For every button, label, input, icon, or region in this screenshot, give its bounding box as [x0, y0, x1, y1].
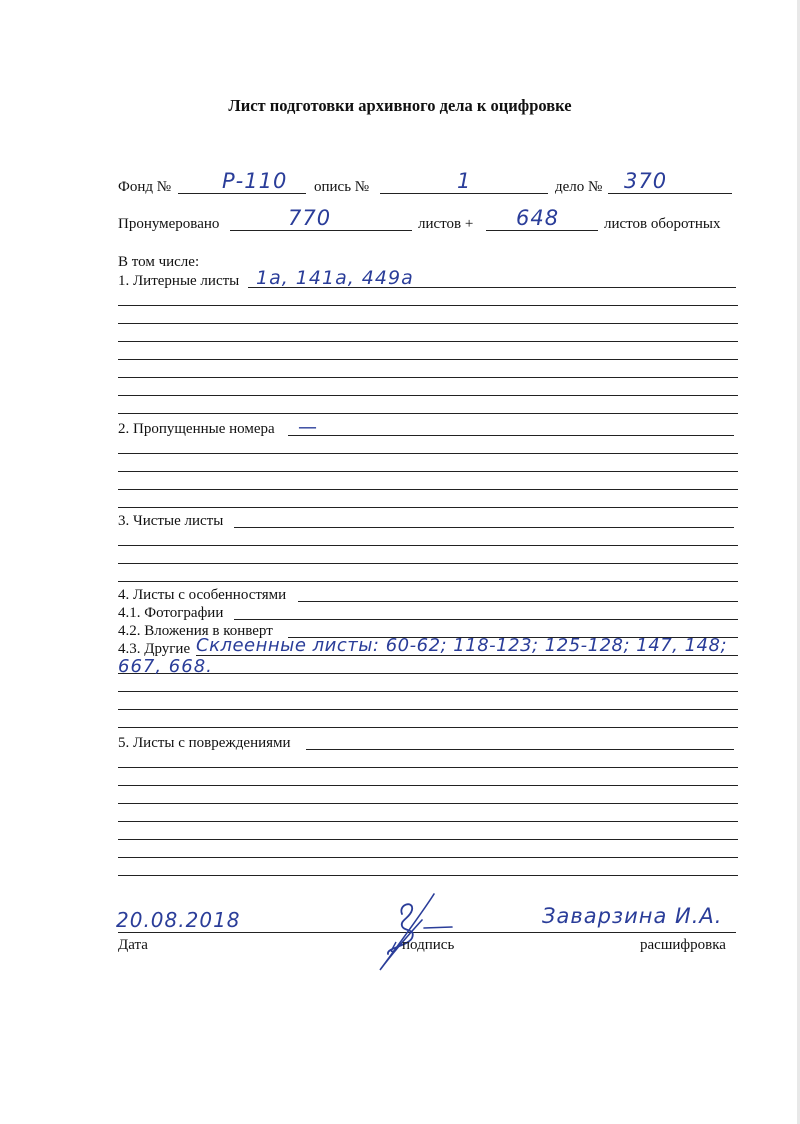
form-line [118, 803, 738, 804]
literal-sheets-label: 1. Литерные листы [118, 273, 240, 289]
fond-line [178, 193, 306, 194]
opis-line [380, 193, 548, 194]
numbered-line [230, 230, 412, 231]
other-label: 4.3. Другие [118, 641, 191, 657]
form-line [118, 785, 738, 786]
form-line [118, 875, 738, 876]
form-line [118, 413, 738, 414]
missing-numbers-value: — [298, 416, 318, 438]
blank-sheets-line [234, 527, 734, 528]
damaged-sheets-line [306, 749, 734, 750]
form-line [118, 377, 738, 378]
fond-value: Р-110 [222, 169, 288, 193]
photos-line [234, 619, 738, 620]
special-sheets-line [298, 601, 738, 602]
numbered-value: 770 [288, 206, 332, 230]
form-line [118, 489, 738, 490]
reverse-sheets-label: листов оборотных [604, 216, 721, 232]
form-line [118, 305, 738, 306]
form-line [118, 507, 738, 508]
delo-line [608, 193, 732, 194]
form-line [118, 453, 738, 454]
photos-label: 4.1. Фотографии [118, 605, 224, 621]
form-line [118, 471, 738, 472]
form-line [118, 839, 738, 840]
decode-label: расшифровка [640, 937, 726, 953]
form-line [118, 359, 738, 360]
form-line [118, 691, 738, 692]
envelope-label: 4.2. Вложения в конверт [118, 623, 273, 639]
decode-value: Заварзина И.А. [542, 904, 723, 928]
form-line [118, 545, 738, 546]
missing-numbers-line [288, 435, 734, 436]
sheets-plus-label: листов + [418, 216, 474, 232]
date-value: 20.08.2018 [116, 908, 241, 932]
form-line [118, 341, 738, 342]
form-line [118, 395, 738, 396]
delo-value: 370 [624, 169, 668, 193]
literal-sheets-value: 1а, 141а, 449а [256, 267, 414, 289]
blank-sheets-label: 3. Чистые листы [118, 513, 224, 529]
form-line [118, 563, 738, 564]
opis-label: опись № [314, 179, 370, 195]
fond-label: Фонд № [118, 179, 172, 195]
including-label: В том числе: [118, 254, 200, 270]
signature-label: подпись [402, 937, 455, 953]
form-line [118, 857, 738, 858]
numbered-label: Пронумеровано [118, 216, 220, 232]
special-sheets-label: 4. Листы с особенностями [118, 587, 287, 603]
date-label: Дата [118, 937, 148, 953]
form-line [118, 323, 738, 324]
damaged-sheets-label: 5. Листы с повреждениями [118, 735, 291, 751]
form-line [118, 581, 738, 582]
delo-label: дело № [555, 179, 603, 195]
signature-image [372, 880, 462, 976]
other-value-line1: Склеенные листы: 60-62; 118-123; 125-128; 147, 148; [196, 635, 728, 656]
form-line [118, 727, 738, 728]
form-line [118, 767, 738, 768]
page-title: Лист подготовки архивного дела к оцифровке [228, 96, 572, 115]
reverse-value: 648 [516, 206, 560, 230]
other-value-line2: 667, 668. [118, 656, 213, 677]
form-line [118, 709, 738, 710]
opis-value: 1 [457, 169, 472, 193]
form-line [118, 821, 738, 822]
missing-numbers-label: 2. Пропущенные номера [118, 421, 275, 437]
reverse-line [486, 230, 598, 231]
